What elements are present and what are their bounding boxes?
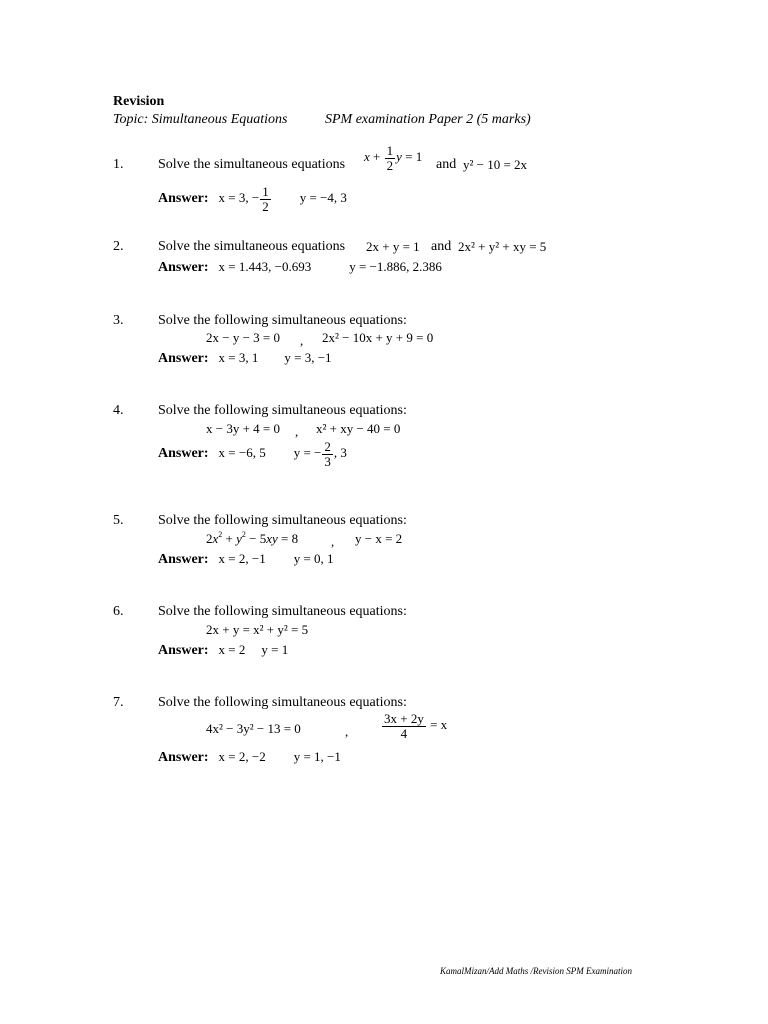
question-number: 6. bbox=[113, 604, 124, 619]
answer-x: x = 2, −2 bbox=[218, 749, 266, 764]
answer-x: x = −6, 5 bbox=[218, 445, 266, 461]
answer-y: y = 1 bbox=[261, 642, 289, 657]
topic-line: Topic: Simultaneous Equations bbox=[113, 112, 288, 127]
footer-credit: KamalMizan/Add Maths /Revision SPM Examination bbox=[440, 966, 632, 976]
equation-1: x + $\frac{1}{2}$ y = 1 bbox=[364, 143, 423, 173]
answer-label: Answer: bbox=[158, 446, 209, 462]
question-number: 2. bbox=[113, 239, 124, 254]
equation-1: x − 3y + 4 = 0 bbox=[206, 421, 280, 436]
paper-line: SPM examination Paper 2 (5 marks) bbox=[325, 112, 531, 127]
answer-y: y = 1, −1 bbox=[293, 749, 341, 764]
question-prompt: Solve the following simultaneous equations: bbox=[158, 604, 407, 619]
question-prompt: Solve the simultaneous equations bbox=[158, 239, 346, 254]
answer-label: Answer: bbox=[158, 750, 209, 765]
answer-label: Answer: bbox=[158, 351, 209, 366]
question-prompt: Solve the simultaneous equations bbox=[158, 157, 346, 172]
joiner-text: and bbox=[436, 157, 457, 172]
equation-1: $2x^2 + y^2 - 5xy = 8$ bbox=[206, 530, 299, 546]
answer-x: x = 3, 1 bbox=[218, 350, 259, 365]
answer-label: Answer: bbox=[158, 191, 209, 207]
question-number: 1. bbox=[113, 157, 124, 172]
equation-1: 2x − y − 3 = 0 bbox=[206, 330, 280, 345]
question-prompt: Solve the following simultaneous equations: bbox=[158, 513, 407, 528]
question-number: 4. bbox=[113, 403, 124, 418]
question-prompt: Solve the following simultaneous equations: bbox=[158, 695, 407, 710]
answer-row bbox=[158, 748, 341, 766]
equation-1: 2x + y = 1 bbox=[366, 239, 420, 254]
answer-x: x = 2, −1 bbox=[218, 551, 266, 566]
question-prompt: Solve the following simultaneous equations: bbox=[158, 403, 407, 418]
answer-row bbox=[158, 349, 332, 367]
answer-y: y = 3, −1 bbox=[284, 350, 332, 365]
answer-row bbox=[158, 258, 442, 276]
answer-x: x = 2 bbox=[218, 642, 246, 657]
answer-row bbox=[158, 440, 347, 468]
equation-1: 4x² − 3y² − 13 = 0 bbox=[206, 721, 301, 736]
equation-2: y² − 10 = 2x bbox=[463, 157, 528, 172]
answer-row bbox=[158, 185, 347, 213]
answer-label: Answer: bbox=[158, 552, 209, 567]
separator: , bbox=[345, 724, 349, 739]
answer-row bbox=[158, 641, 288, 659]
question-prompt: Solve the following simultaneous equations: bbox=[158, 313, 407, 328]
answer-row bbox=[158, 550, 334, 568]
equation-2: 2x² + y² + xy = 5 bbox=[458, 239, 547, 254]
equation-2: x² + xy − 40 = 0 bbox=[316, 421, 401, 436]
answer-y: y = −4, 3 bbox=[299, 190, 347, 206]
answer-y: y = 0, 1 bbox=[293, 551, 334, 566]
joiner-text: and bbox=[431, 239, 452, 254]
answer-label: Answer: bbox=[158, 643, 209, 658]
separator: , bbox=[295, 424, 299, 439]
page-title: Revision bbox=[113, 94, 165, 109]
equation-2: 2x² − 10x + y + 9 = 0 bbox=[322, 330, 434, 345]
question-number: 5. bbox=[113, 513, 124, 528]
separator: , bbox=[300, 333, 304, 348]
question-number: 3. bbox=[113, 313, 124, 328]
question-number: 7. bbox=[113, 695, 124, 710]
answer-x: x = 1.443, −0.693 bbox=[218, 259, 312, 274]
equation-2: y − x = 2 bbox=[355, 531, 403, 546]
equation-1: 2x + y = x² + y² = 5 bbox=[206, 622, 309, 637]
equation-2: $\frac{3x + 2y}{4}$ = x bbox=[384, 711, 448, 741]
separator: , bbox=[331, 534, 335, 549]
answer-y: y = − $\frac{2}{3}$ , 3 bbox=[293, 439, 347, 469]
answer-y: y = −1.886, 2.386 bbox=[349, 259, 442, 274]
answer-x: x = 3, − $\frac{1}{2}$ bbox=[218, 184, 269, 214]
answer-label: Answer: bbox=[158, 260, 209, 275]
